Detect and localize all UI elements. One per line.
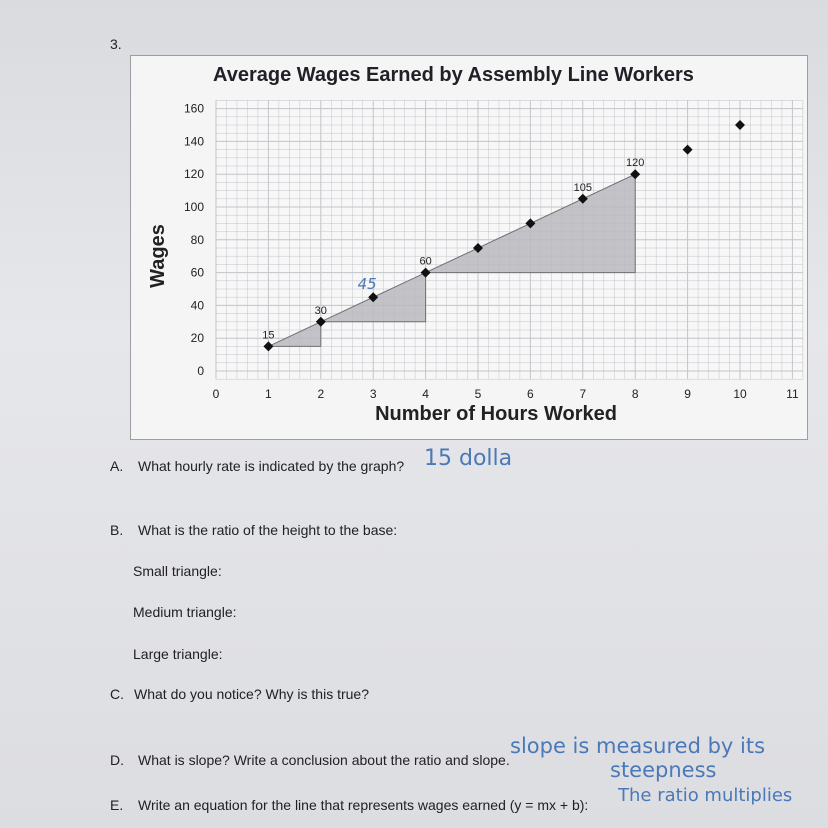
x-tick-label: 11 [786,387,799,401]
question-a-text: What hourly rate is indicated by the graph? [138,458,405,474]
y-tick-label: 120 [183,167,204,182]
x-axis-label: Number of Hours Worked [375,403,617,425]
x-tick-label: 8 [631,387,639,401]
y-tick-label: 80 [190,232,204,247]
x-tick-label: 10 [733,387,747,401]
x-tick-label: 0 [212,387,220,401]
question-e-letter: E. [110,797,124,813]
y-tick-label: 20 [190,331,204,346]
answer-d-handwritten-line1[interactable]: slope is measured by its [510,734,766,758]
x-tick-label: 1 [265,387,272,401]
x-tick-label: 9 [684,387,691,401]
large-triangle-label: Large triangle: [133,646,223,662]
point-label: 105 [573,181,592,194]
y-tick-label: 60 [190,265,204,280]
y-tick-label: 140 [183,134,204,149]
y-tick-label: 0 [197,364,204,378]
question-c-letter: C. [110,686,124,702]
answer-a-handwritten[interactable]: 15 dolla [424,446,513,471]
x-tick-label: 6 [527,387,534,401]
y-tick-label: 100 [183,200,204,214]
chart-figure [130,55,808,440]
y-tick-label: 160 [183,101,204,116]
answer-d-handwritten-line2[interactable]: steepness [610,758,717,782]
question-number: 3. [110,36,122,52]
question-d-text: What is slope? Write a conclusion about the ratio and slope. [138,752,510,768]
x-tick-label: 5 [474,387,482,401]
point-label: 30 [314,304,327,317]
question-d-letter: D. [110,752,124,768]
point-label: 15 [262,329,275,342]
x-tick-label: 3 [369,387,377,401]
question-c-text: What do you notice? Why is this true? [134,686,369,702]
answer-e-handwritten[interactable]: The ratio multiplies [618,785,793,806]
chart-title: Average Wages Earned by Assembly Line Workers [213,64,694,86]
medium-triangle-label: Medium triangle: [133,604,237,620]
y-tick-label: 40 [190,298,204,313]
wages-chart [131,56,807,439]
y-axis-label: Wages [147,224,169,288]
handwritten-point-label: 45 [357,275,377,294]
point-label: 120 [626,157,645,170]
point-label: 60 [419,255,432,268]
small-triangle-label: Small triangle: [133,563,222,579]
question-b-letter: B. [110,522,124,538]
question-e-text: Write an equation for the line that represents wages earned (y = mx + b): [138,797,589,813]
x-tick-label: 7 [579,387,587,401]
x-tick-label: 4 [422,387,429,401]
question-a-letter: A. [110,458,124,474]
x-tick-label: 2 [317,387,325,401]
question-b-text: What is the ratio of the height to the base: [138,522,398,538]
